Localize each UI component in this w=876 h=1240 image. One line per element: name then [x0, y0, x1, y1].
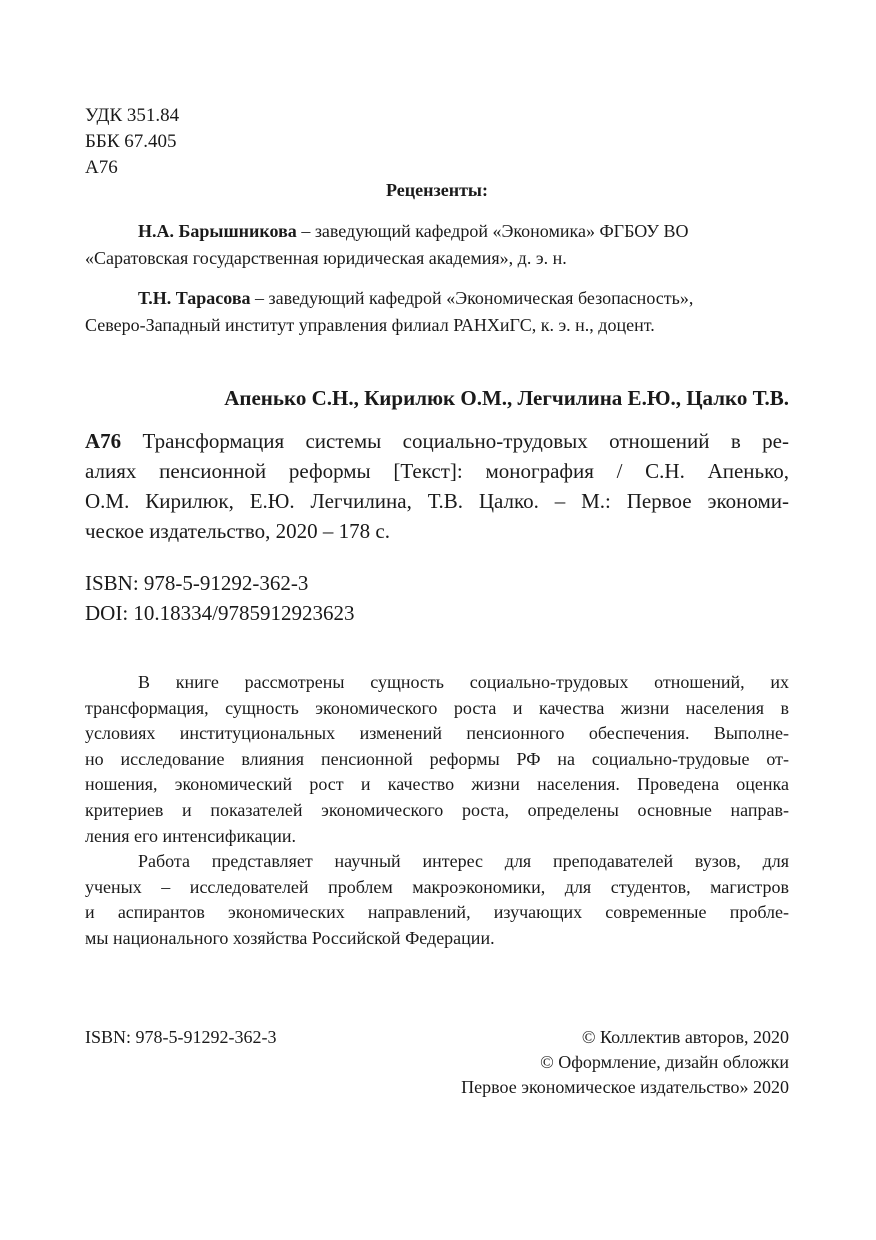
biblio-line: алиях пенсионной реформы [Текст]: монография / С.Н. Апенько,	[85, 459, 789, 483]
reviewer-2-name: Т.Н. Тарасова	[138, 288, 251, 308]
identifiers	[85, 568, 355, 628]
reviewers-heading: Рецензенты:	[386, 180, 488, 200]
copyright-line: Первое экономическое издательство» 2020	[461, 1077, 789, 1097]
bibliographic-record	[85, 426, 789, 546]
reviewer-2	[85, 285, 789, 339]
reviewer-1	[85, 218, 789, 272]
udk-code: УДК 351.84	[85, 105, 180, 126]
abstract	[85, 670, 789, 952]
copyright-block	[461, 1025, 789, 1100]
abstract-line: ления его интенсификации.	[85, 825, 296, 846]
doi: DOI: 10.18334/9785912923623	[85, 601, 355, 625]
biblio-mark: А76	[85, 429, 122, 453]
isbn: ISBN: 978-5-91292-362-3	[85, 571, 309, 595]
biblio-line: О.М. Кирилюк, Е.Ю. Легчилина, Т.В. Цалко. – М.: Первое экономи-	[85, 489, 789, 513]
title-verso-page	[85, 0, 789, 1240]
reviewer-2-role: – заведующий кафедрой «Экономическая безопасность»,	[250, 288, 694, 308]
bbk-code: ББК 67.405	[85, 131, 177, 152]
abstract-line: Работа представляет научный интерес для преподавателей вузов, для	[138, 851, 789, 872]
reviewer-1-name: Н.А. Барышникова	[138, 221, 297, 241]
abstract-line: ученых – исследователей проблем макроэкономики, для студентов, магистров	[85, 876, 789, 897]
abstract-line: но исследование влияния пенсионной реформы РФ на социально-трудовые от-	[85, 748, 789, 769]
abstract-line: В книге рассмотрены сущность социально-трудовых отношений, их	[138, 672, 789, 692]
biblio-line: Трансформация системы социально-трудовых отношений в ре-	[121, 429, 789, 453]
reviewer-1-role: – заведующий кафедрой «Экономика» ФГБОУ ВО	[296, 221, 689, 241]
copyright-line: © Оформление, дизайн обложки	[540, 1052, 789, 1072]
abstract-line: и аспирантов экономических направлений, изучающих современные пробле-	[85, 902, 789, 923]
footer-isbn: ISBN: 978-5-91292-362-3	[85, 1027, 277, 1047]
copyright-line: © Коллектив авторов, 2020	[581, 1027, 789, 1047]
abstract-line: условиях институциональных изменений пенсионного обеспечения. Выполне-	[85, 723, 789, 744]
abstract-line: критериев и показателей экономического роста, определены основные направ-	[85, 799, 789, 820]
author-mark: А76	[85, 157, 118, 178]
reviewer-1-affiliation: «Саратовская государственная юридическая академия», д. э. н.	[85, 248, 567, 268]
abstract-line: ношения, экономический рост и качество жизни населения. Проведена оценка	[85, 774, 789, 795]
abstract-line: мы национального хозяйства Российской Федерации.	[85, 927, 495, 948]
biblio-line: ческое издательство, 2020 – 178 с.	[85, 519, 390, 543]
abstract-line: трансформация, сущность экономического роста и качества жизни населения в	[85, 697, 789, 718]
reviewer-2-affiliation: Северо-Западный институт управления филиал РАНХиГС, к. э. н., доцент.	[85, 315, 655, 335]
authors-line: Апенько С.Н., Кирилюк О.М., Легчилина Е.Ю., Цалко Т.В.	[224, 386, 789, 410]
